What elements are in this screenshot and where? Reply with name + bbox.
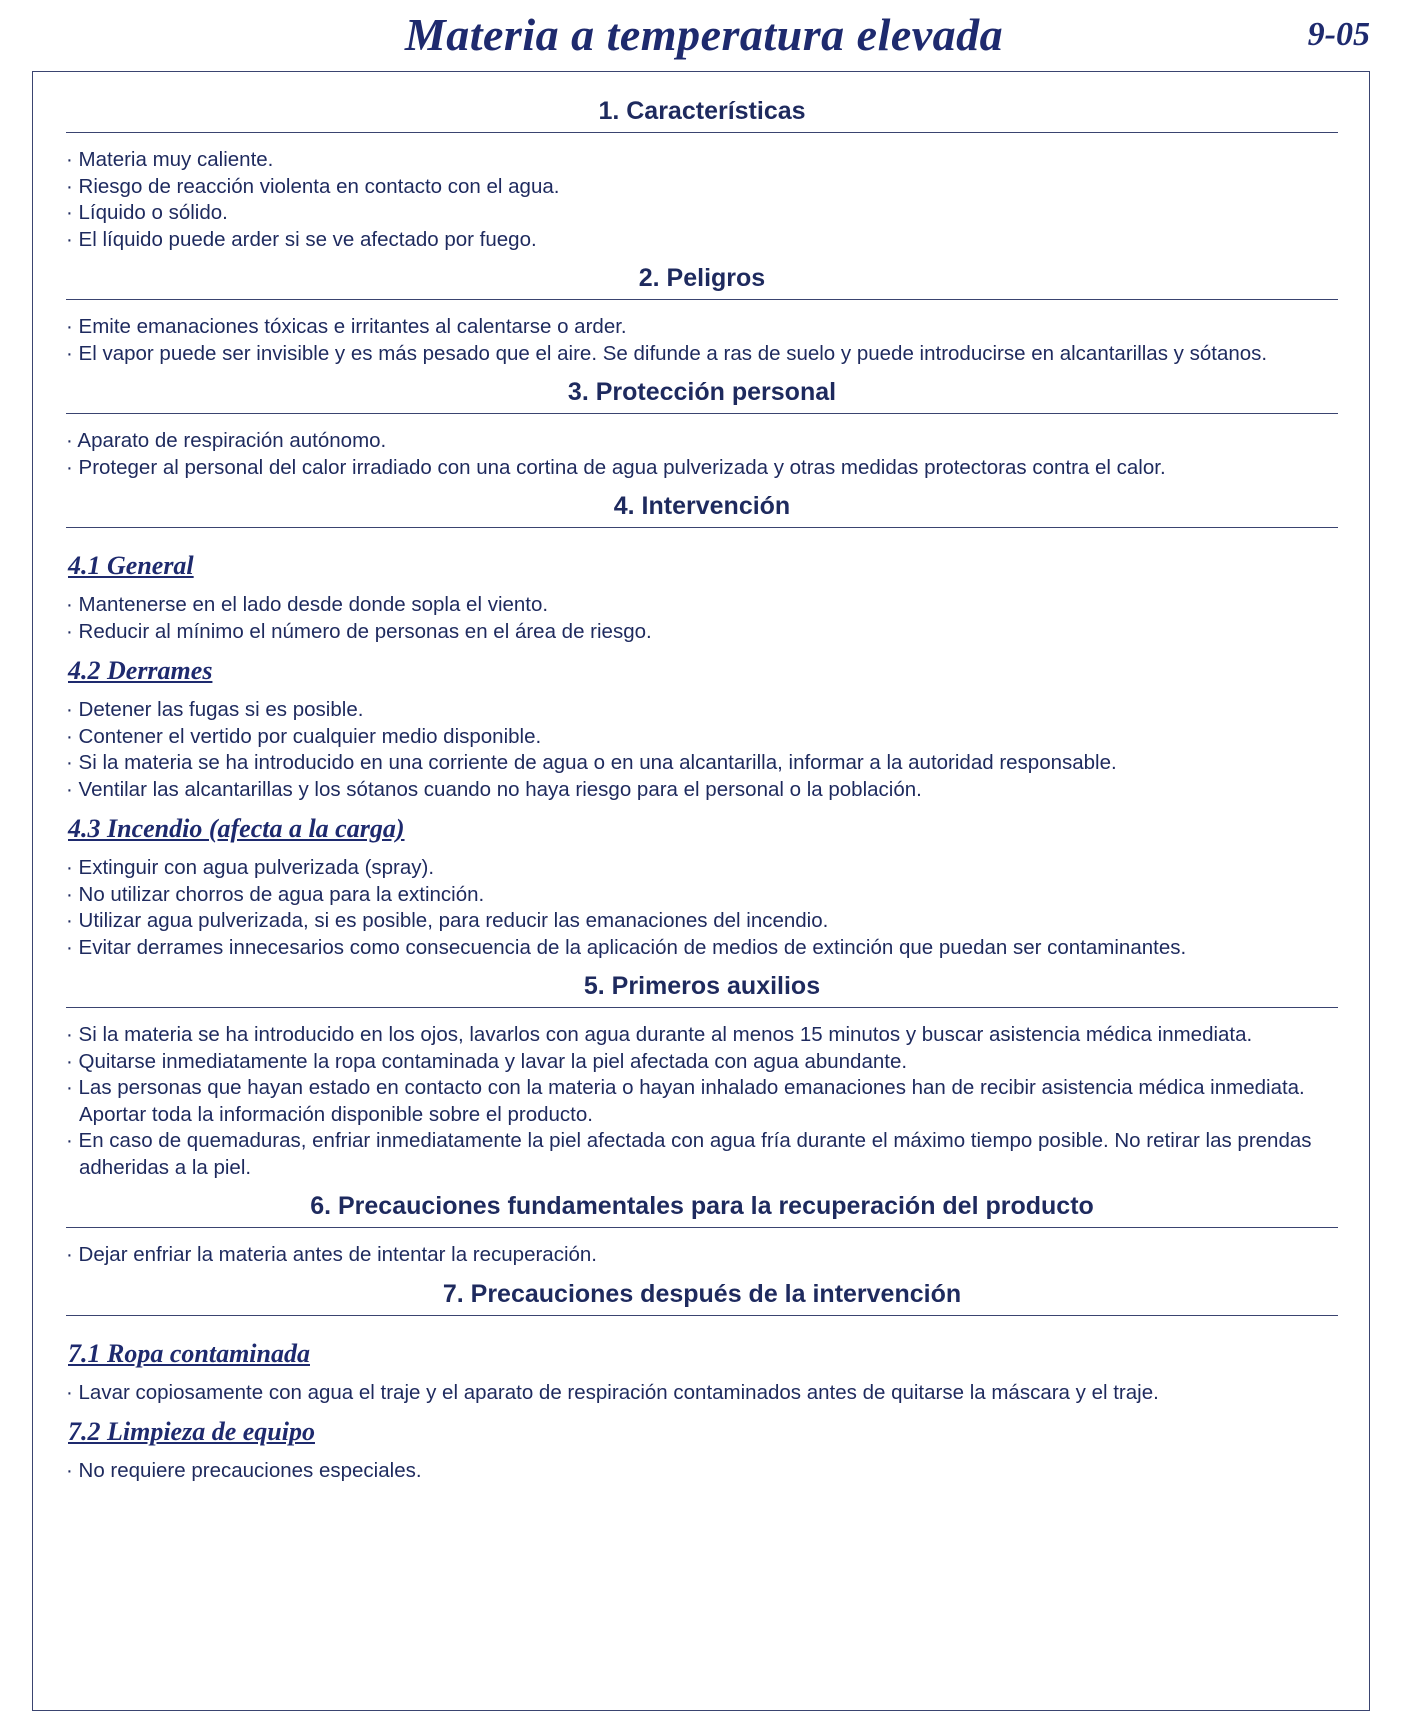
list-item: · Contener el vertido por cualquier medio disponible.: [66, 724, 1338, 751]
subsection-heading: 4.3 Incendio (afecta a la carga): [68, 814, 405, 843]
list-item: · Emite emanaciones tóxicas e irritantes al calentarse o arder.: [66, 314, 1338, 341]
page-title: Materia a temperatura elevada: [404, 9, 1004, 60]
list-item: · Extinguir con agua pulverizada (spray).: [66, 855, 1338, 882]
section: [66, 491, 1338, 961]
section-heading: 1. Características: [66, 96, 1338, 133]
bullet-list: [66, 147, 1338, 253]
list-item: · Quitarse inmediatamente la ropa contaminada y lavar la piel afectada con agua abundante.: [66, 1049, 1338, 1076]
list-item: · Aparato de respiración autónomo.: [66, 428, 1338, 455]
list-item: · Si la materia se ha introducido en una corriente de agua o en una alcantarilla, informar a la autoridad responsable.: [66, 750, 1338, 777]
section-heading: 2. Peligros: [66, 263, 1338, 300]
section-heading: 5. Primeros auxilios: [66, 971, 1338, 1008]
list-item: · Si la materia se ha introducido en los ojos, lavarlos con agua durante al menos 15 minutos y buscar asistencia médica inmediata.: [66, 1022, 1338, 1049]
list-item: · Líquido o sólido.: [66, 200, 1338, 227]
section-heading: 3. Protección personal: [66, 377, 1338, 414]
bullet-list: [66, 697, 1338, 803]
list-item: · Proteger al personal del calor irradiado con una cortina de agua pulverizada y otras medidas protectoras contra el calor.: [66, 455, 1338, 482]
section: [66, 1191, 1338, 1269]
list-item: · No requiere precauciones especiales.: [66, 1458, 1338, 1485]
list-item: · Riesgo de reacción violenta en contacto con el agua.: [66, 174, 1338, 201]
bullet-list: [66, 1242, 1338, 1269]
subsection-heading: 4.2 Derrames: [68, 656, 213, 685]
document-body: [66, 96, 1338, 1495]
section: [66, 971, 1338, 1181]
bullet-list: [66, 1458, 1338, 1485]
bullet-list: [66, 592, 1338, 645]
subsection-heading: 4.1 General: [68, 551, 194, 580]
list-item: · Reducir al mínimo el número de personas en el área de riesgo.: [66, 619, 1338, 646]
section: [66, 263, 1338, 367]
section-heading: 4. Intervención: [66, 491, 1338, 528]
list-item: · Lavar copiosamente con agua el traje y el aparato de respiración contaminados antes de quitarse la máscara y el traje.: [66, 1380, 1338, 1407]
bullet-list: [66, 1022, 1338, 1181]
bullet-list: [66, 428, 1338, 481]
bullet-list: [66, 855, 1338, 961]
subsection-heading: 7.1 Ropa contaminada: [68, 1338, 310, 1368]
sheet-code: 9-05: [1307, 16, 1370, 53]
list-item: · Evitar derrames innecesarios como consecuencia de la aplicación de medios de extinción que puedan ser contaminantes.: [66, 935, 1338, 962]
list-item: · Mantenerse en el lado desde donde sopla el viento.: [66, 592, 1338, 619]
list-item: · No utilizar chorros de agua para la extinción.: [66, 882, 1338, 909]
subsection-heading: 7.2 Limpieza de equipo: [68, 1417, 315, 1446]
bullet-list: [66, 1380, 1338, 1407]
list-item: · Utilizar agua pulverizada, si es posible, para reducir las emanaciones del incendio.: [66, 908, 1338, 935]
list-item: · Dejar enfriar la materia antes de intentar la recuperación.: [66, 1242, 1338, 1269]
section-heading: 7. Precauciones después de la intervención: [66, 1279, 1338, 1316]
bullet-list: [66, 314, 1338, 367]
section: [66, 1279, 1338, 1485]
list-item: · El líquido puede arder si se ve afectado por fuego.: [66, 227, 1338, 254]
list-item: · Las personas que hayan estado en contacto con la materia o hayan inhalado emanaciones han de recibir asistencia médica inmediata. Aportar toda la información disponible sobre el producto.: [66, 1075, 1338, 1128]
list-item: · En caso de quemaduras, enfriar inmediatamente la piel afectada con agua fría durante el máximo tiempo posible. No retirar las prendas adheridas a la piel.: [66, 1128, 1338, 1181]
list-item: · Ventilar las alcantarillas y los sótanos cuando no haya riesgo para el personal o la población.: [66, 777, 1338, 804]
list-item: · Detener las fugas si es posible.: [66, 697, 1338, 724]
list-item: · El vapor puede ser invisible y es más pesado que el aire. Se difunde a ras de suelo y puede introducirse en alcantarillas y sótanos.: [66, 341, 1338, 368]
list-item: · Materia muy caliente.: [66, 147, 1338, 174]
section-heading: 6. Precauciones fundamentales para la recuperación del producto: [66, 1191, 1338, 1228]
section: [66, 377, 1338, 481]
section: [66, 96, 1338, 253]
